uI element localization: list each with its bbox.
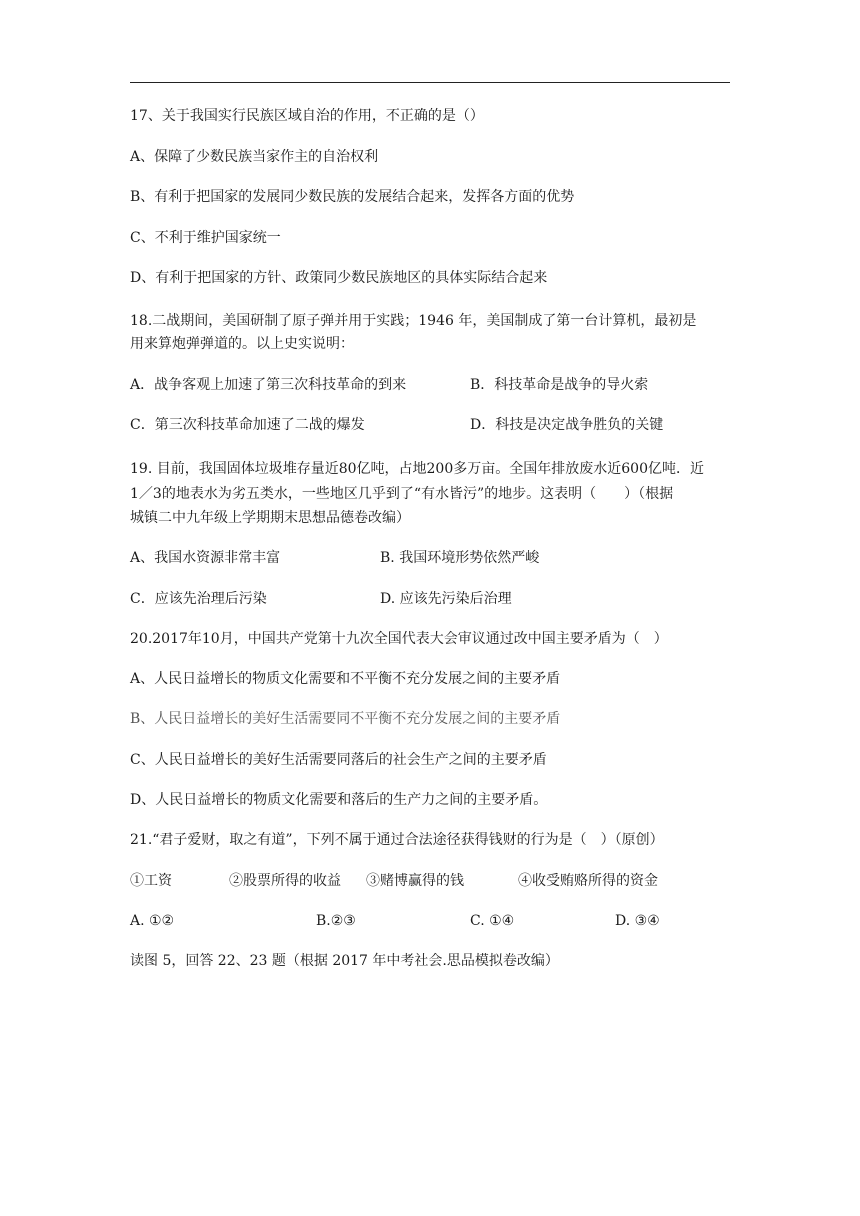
q17-option-d: D、有利于把国家的方针、政策同少数民族地区的具体实际结合起来 [130, 270, 548, 286]
q18-options-row2 [130, 415, 664, 435]
read-figure-5-instruction: 读图 5，回答 22、23 题（根据 2017 年中考社会.思品模拟卷改编） [130, 953, 559, 969]
q17-option-a: A、保障了少数民族当家作主的自治权利 [130, 149, 379, 165]
q19-options-row1 [130, 548, 540, 568]
q19-stem-line2: 1／3的地表水为劣五类水，一些地区几乎到了“有水皆污”的地步。这表明（ ）（根据 [130, 486, 674, 502]
q19-options-row2 [130, 589, 512, 609]
q21-option-a: A. ①② [130, 913, 175, 929]
q20-option-a: A、人民日益增长的物质文化需要和不平衡不充分发展之间的主要矛盾 [130, 671, 561, 687]
q18-option-a: A．战争客观上加速了第三次科技革命的到来 [130, 377, 407, 393]
q18-option-b: B．科技革命是战争的导火索 [470, 377, 649, 393]
q19-option-d: D. 应该先污染后治理 [380, 591, 512, 607]
q18-stem-line2: 用来算炮弹弹道的。以上史实说明： [130, 336, 354, 352]
q20-option-d: D、人民日益增长的物质文化需要和落后的生产力之间的主要矛盾。 [130, 792, 548, 808]
q17-option-b: B、有利于把国家的发展同少数民族的发展结合起来，发挥各方面的优势 [130, 189, 575, 205]
q21-stem: 21.“君子爱财，取之有道”，下列不属于通过合法途径获得钱财的行为是（ ）（原创） [130, 832, 664, 848]
q20-stem: 20.2017年10月，中国共产党第十九次全国代表大会审议通过改中国主要矛盾为（ ） [130, 631, 668, 647]
q19-stem-line1: 19. 目前，我国固体垃圾堆存量近80亿吨，占地200多万亩。全国年排放废水近600亿吨．近 [130, 461, 704, 477]
q21-item-2: ②股票所得的收益 [229, 873, 341, 889]
q19-option-a: A、我国水资源非常丰富 [130, 550, 281, 566]
q21-item-4: ④收受贿赂所得的资金 [518, 873, 658, 889]
q18-option-c: C．第三次科技革命加速了二战的爆发 [130, 417, 365, 433]
q18-option-d: D．科技是决定战争胜负的关键 [470, 417, 664, 433]
header-rule [130, 82, 730, 83]
q18-options-row1 [130, 375, 649, 395]
q21-option-b: B.②③ [316, 913, 356, 929]
q19-option-b: B. 我国环境形势依然严峻 [380, 550, 540, 566]
q20-option-b: B、人民日益增长的美好生活需要同不平衡不充分发展之间的主要矛盾 [130, 711, 561, 727]
q21-options-row [130, 911, 660, 931]
q21-item-3: ③赌博赢得的钱 [366, 873, 464, 889]
q21-option-d: D. ③④ [615, 913, 660, 929]
q17-stem: 17、关于我国实行民族区域自治的作用，不正确的是（） [130, 108, 484, 124]
q18-stem-line1: 18.二战期间，美国研制了原子弹并用于实践；1946 年，美国制成了第一台计算机，最初是 [130, 313, 697, 329]
q21-option-c: C. ①④ [470, 913, 515, 929]
q19-stem-line3: 城镇二中九年级上学期期末思想品德卷改编） [130, 510, 410, 526]
q20-option-c: C、人民日益增长的美好生活需要同落后的社会生产之间的主要矛盾 [130, 752, 547, 768]
q21-items-row [130, 871, 658, 891]
q19-option-c: C．应该先治理后污染 [130, 591, 267, 607]
q17-option-c: C、不利于维护国家统一 [130, 230, 281, 246]
q21-item-1: ①工资 [130, 873, 172, 889]
